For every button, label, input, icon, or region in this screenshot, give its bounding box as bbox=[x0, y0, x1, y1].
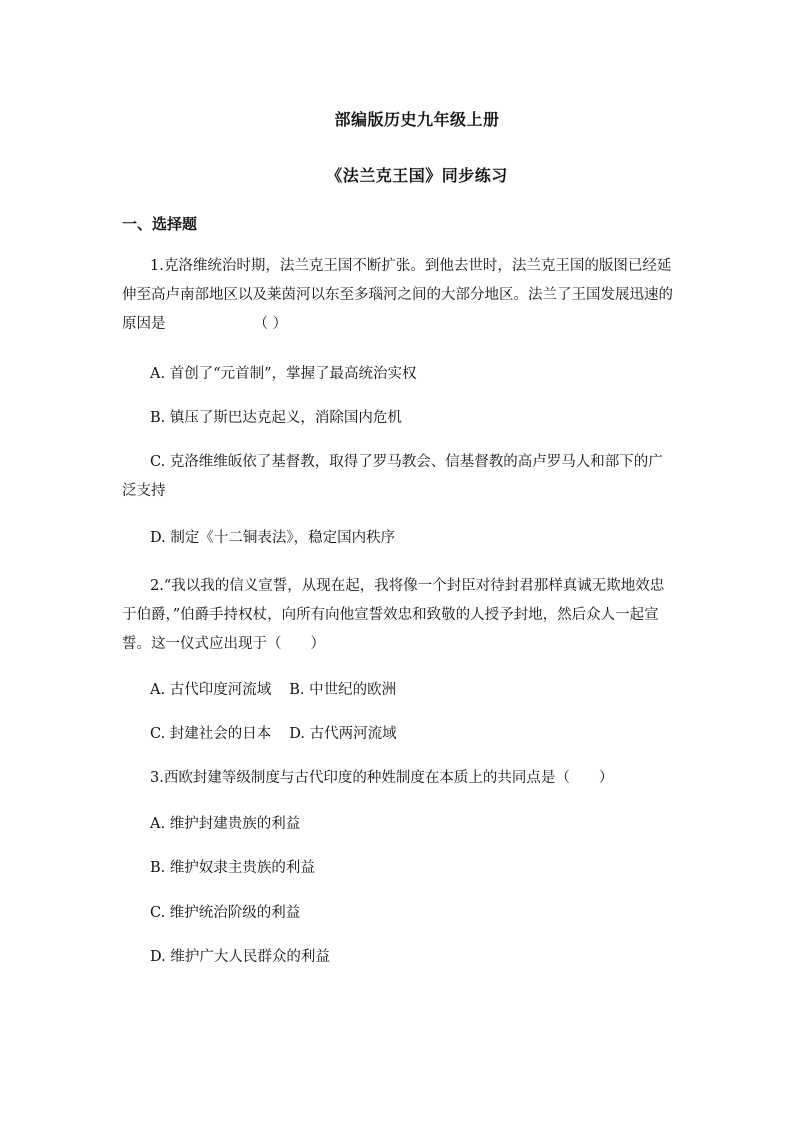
question-3-option-d: D. 维护广大人民群众的利益 bbox=[150, 949, 330, 965]
question-2-option-b: B. 中世纪的欧洲 bbox=[289, 682, 397, 698]
section-heading: 一、选择题 bbox=[122, 215, 198, 233]
question-3-option-a: A. 维护封建贵族的利益 bbox=[150, 816, 301, 832]
question-1-option-a: A. 首创了“元首制”，掌握了最高统治实权 bbox=[150, 366, 417, 382]
question-1-text: 1.克洛维统治时期，法兰克王国不断扩张。到他去世时，法兰克王国的版图已经延伸至高卢南部地区以及莱茵河以东至多瑙河之间的大部分地区。法兰了王国发展迅速的原因是 bbox=[122, 258, 673, 332]
question-1-option-b: B. 镇压了斯巴达克起义，消除国内危机 bbox=[150, 410, 402, 426]
question-3-stem: 3.西欧封建等级制度与古代印度的种姓制度在本质上的共同点是（ ） bbox=[150, 770, 614, 786]
question-2-option-d: D. 古代两河流域 bbox=[289, 726, 397, 742]
question-2-options-row-1 bbox=[150, 680, 396, 700]
document-subtitle: 《法兰克王国》同步练习 bbox=[326, 166, 508, 185]
question-2-option-c: C. 封建社会的日本 bbox=[150, 726, 272, 742]
question-1-stem bbox=[122, 252, 674, 339]
question-3-option-c: C. 维护统治阶级的利益 bbox=[150, 905, 301, 921]
question-3-option-b: B. 维护奴隶主贵族的利益 bbox=[150, 860, 315, 876]
document-title: 部编版历史九年级上册 bbox=[334, 110, 500, 129]
question-2-option-a: A. 古代印度河流域 bbox=[150, 682, 272, 698]
question-1-option-d: D. 制定《十二铜表法》，稳定国内秩序 bbox=[150, 530, 396, 546]
question-1-answer-blank: （ ） bbox=[253, 316, 288, 332]
question-2-stem: 2.“我以我的信义宣誓，从现在起，我将像一个封臣对待封君那样真诚无欺地效忠于伯爵，”伯爵手持权杖，向所有向他宣誓效忠和致敬的人授予封地，然后众人一起宣誓。这一仪式应出现于（ ） bbox=[122, 578, 665, 652]
question-1-option-c: C. 克洛维维皈依了基督教，取得了罗马教会、信基督教的高卢罗马人和部下的广泛支持 bbox=[122, 454, 663, 499]
question-2-options-row-2 bbox=[150, 724, 397, 744]
